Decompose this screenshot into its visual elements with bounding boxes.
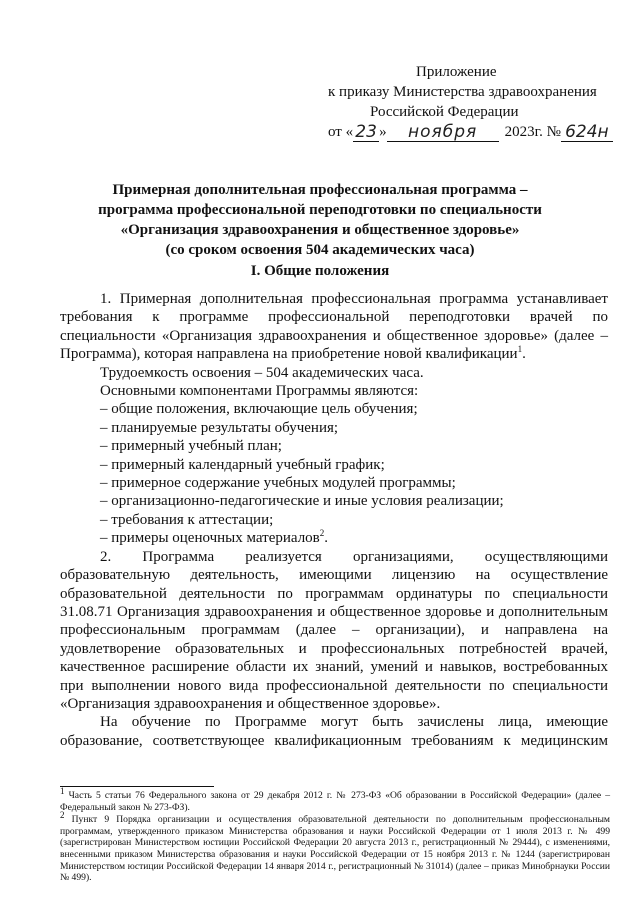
list-item-last-end: . bbox=[324, 530, 329, 547]
footnote-ref-2: 2 bbox=[319, 528, 325, 539]
handwritten-day: 23 bbox=[353, 123, 379, 142]
document-body bbox=[60, 290, 608, 750]
list-item: – организационно-педагогические и иные условия реализации; bbox=[100, 493, 504, 510]
paragraph-1-end: . bbox=[522, 346, 526, 363]
footnote-2-mark: 2 bbox=[60, 810, 65, 820]
title-line-4: (со сроком освоения 504 академических часа) bbox=[165, 242, 475, 258]
footnote-1-mark: 1 bbox=[60, 785, 65, 796]
title-line-2: программа профессиональной переподготовки по специальности bbox=[98, 202, 542, 218]
footnote-divider bbox=[60, 786, 214, 787]
footnote-1-text: Часть 5 статьи 76 Федерального закона от 29 декабря 2012 г. № 273-ФЗ «Об образовании в Российской Федерации» (далее – Федеральный закон № 273-ФЗ). bbox=[60, 790, 610, 813]
list-item: – планируемые результаты обучения; bbox=[100, 419, 339, 436]
list-item: – примерное содержание учебных модулей программы; bbox=[100, 475, 456, 492]
list-item: – примерный календарный учебный график; bbox=[100, 456, 385, 473]
appendix-order-ref: к приказу Министерства здравоохранения bbox=[328, 84, 597, 100]
footnotes bbox=[60, 785, 610, 885]
paragraph-enrollment: На обучение по Программе могут быть зачислены лица, имеющие образование, соответствующее квалификационным требованиям к медицинским bbox=[60, 714, 608, 749]
appendix-header bbox=[318, 62, 618, 142]
footnote-1 bbox=[60, 785, 610, 813]
list-item-last bbox=[60, 529, 608, 547]
footnote-2 bbox=[60, 810, 610, 884]
paragraph-1-text: 1. Примерная дополнительная профессиональная программа устанавливает требования к программе профессиональной переподготовки врачей по специальности «Организация здравоохранения и общественное здоровье» (далее – Программа), которая направлена на приобретение новой квалификации bbox=[60, 291, 608, 363]
handwritten-order-number: 624н bbox=[561, 123, 613, 142]
list-item-last-text: – примеры оценочных материалов bbox=[100, 530, 320, 547]
document-title bbox=[60, 180, 580, 260]
list-item: – общие положения, включающие цель обучения; bbox=[100, 401, 418, 418]
paragraph-2: 2. Программа реализуется организациями, осуществляющими образовательную деятельность, имеющими лицензию на осуществление образовательной деятельности по программам ординатуры по специальности 31.08.71 Организация здравоохранения и общественное здоровье и дополнительным профессиональным программам (далее – организации), и направлена на удовлетворение образовательных и профессиональных потребностей врачей, качественное расширение области их знаний, умений и навыков, востребованных при выполнении нового вида профессиональной деятельности по специальности «Организация здравоохранения и общественное здоровье». bbox=[60, 548, 608, 712]
appendix-country: Российской Федерации bbox=[370, 104, 519, 120]
title-line-3: «Организация здравоохранения и общественное здоровье» bbox=[120, 222, 520, 238]
footnote-2-text: Пункт 9 Порядка организации и осуществления образовательной деятельности по дополнительным профессиональным программам, утвержденного приказом Министерства образования и науки Российской Федерации от 1 июля 2013 г. № 499 (зарегистрирован Министерством юстиции Российской Федерации 20 августа 2013 г., регистрационный № 29444), с изменениями, внесенными приказом Министерства образования и науки Российской Федерации от 15 ноября 2013 г. № 1244 (зарегистрирован Министерством юстиции Российской Федерации 14 января 2014 г., регистрационный № 31014) (далее – приказ Минобрнауки России № 499). bbox=[60, 814, 610, 884]
footnote-ref-1: 1 bbox=[517, 344, 523, 355]
title-line-1: Примерная дополнительная профессиональная программа – bbox=[112, 182, 528, 198]
section-heading: I. Общие положения bbox=[250, 263, 390, 279]
appendix-date-line bbox=[318, 122, 618, 142]
list-item: – требования к аттестации; bbox=[100, 511, 274, 528]
paragraph-1 bbox=[60, 290, 608, 364]
handwritten-month: ноября bbox=[387, 123, 499, 142]
list-item: – примерный учебный план; bbox=[100, 438, 282, 455]
paragraph-components: Основными компонентами Программы являются: bbox=[100, 383, 419, 400]
date-close-quote: » bbox=[379, 124, 387, 140]
appendix-label: Приложение bbox=[416, 64, 497, 80]
paragraph-workload: Трудоемкость освоения – 504 академических часа. bbox=[100, 364, 424, 381]
year-label: 2023г. № bbox=[504, 124, 561, 140]
date-prefix: от « bbox=[328, 124, 354, 140]
